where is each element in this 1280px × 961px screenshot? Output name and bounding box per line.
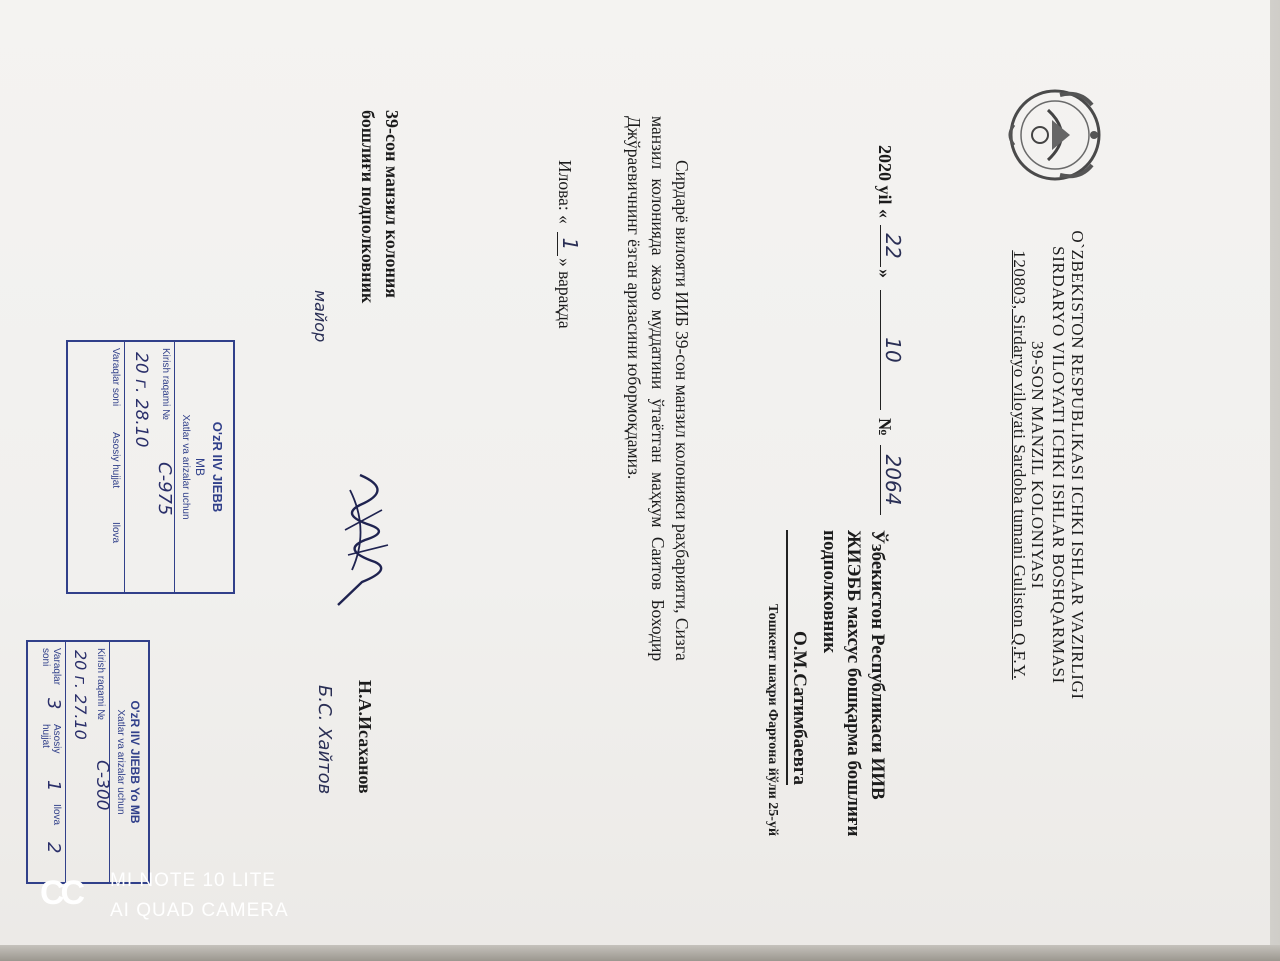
attachment-suffix: » варақда bbox=[555, 258, 575, 329]
addressee-line-1: Ўзбекистон Республикаси ИИВ bbox=[867, 530, 888, 800]
stamp-left-sheets-label: Varaqlar soni bbox=[110, 348, 121, 407]
stamp-right-line: Xatlar va arizalar uchun bbox=[115, 709, 126, 815]
number-label: № bbox=[875, 418, 895, 437]
stamp-right-annex-label: Ilova bbox=[51, 804, 62, 826]
body-line-1: Сирдарё вилояти ИИБ 39-сон манзил колонияси раҳбарияти, Сизга bbox=[672, 160, 692, 661]
signatory-name: Н.А.Исаханов bbox=[355, 680, 375, 794]
signature-scribble bbox=[330, 470, 400, 610]
header-address: 120803, Sirdaryo viloyati Sardoba tumani Guliston Q.F.Y. bbox=[1010, 250, 1029, 680]
camera-tagline: AI QUAD CAMERA bbox=[110, 900, 289, 921]
stamp-right-sheets-label: Varaqlar soni bbox=[40, 648, 62, 686]
registration-stamp-right bbox=[26, 640, 150, 884]
body-line-2: манзил колонияда жазо муддатини ўтаётган маҳкум Саитов Боходир bbox=[648, 116, 668, 662]
camera-model: MI NOTE 10 LITE bbox=[110, 870, 276, 891]
stamp-left-reg-value: С-975 bbox=[154, 462, 175, 516]
stamp-left-sub: MB bbox=[193, 458, 207, 476]
attachment-count: 1 bbox=[557, 232, 582, 256]
header-line-1: O`ZBEKISTON RESPUBLIKASI ICHKI ISHLAR VAZIRLIGI bbox=[1068, 230, 1087, 700]
stamp-left-org: O'zR IIV JIEBB bbox=[210, 421, 225, 513]
signatory-title-line-1: 39-сон манзил колония bbox=[382, 110, 402, 299]
uzbekistan-emblem-icon bbox=[1005, 80, 1110, 190]
stamp-left-line: Xatlar va arizalar uchun bbox=[180, 414, 191, 520]
header-line-2: SIRDARYO VILOYATI ICHKI ISHLAR BOSHQARMASI bbox=[1049, 246, 1068, 684]
stamp-right-date-value: 20 г. 27.10 bbox=[71, 650, 90, 740]
stamp-right-sheets-value: 3 bbox=[43, 698, 64, 710]
date-close-quote: » bbox=[875, 269, 895, 278]
stamp-right-reg-label: Kirish raqami № bbox=[95, 648, 106, 720]
date-day: 22 bbox=[880, 225, 905, 267]
stamp-left-annex-label: Ilova bbox=[110, 522, 121, 544]
stamp-right-copy-label: Asosiy hujjat bbox=[40, 724, 62, 754]
stamp-right-org: O'zR IIV JIEBB Yo MB bbox=[128, 700, 142, 824]
header-line-3: 39-SON MANZIL KOLONIYASI bbox=[1028, 341, 1047, 589]
addressee-name: О.М.Сатимбаевга bbox=[786, 530, 810, 785]
date-month: 10 bbox=[880, 290, 905, 410]
executor-handwritten: Б.С. Хайтов bbox=[314, 685, 335, 795]
stamp-right-copy-value: 1 bbox=[43, 780, 64, 792]
signatory-rank-handwritten: майор bbox=[311, 290, 330, 343]
stamp-right-reg-value: С-300 bbox=[92, 760, 112, 811]
attachment-label: Илова: « bbox=[555, 160, 575, 224]
date-year-label: 2020 yil « bbox=[875, 145, 895, 219]
stamp-right-annex-value: 2 bbox=[43, 842, 64, 854]
letter-document bbox=[10, 0, 1110, 961]
addressee-address: Тошкент шаҳри Фарғона йўли 25-уй bbox=[765, 603, 780, 837]
addressee-line-3: подполковник bbox=[819, 530, 840, 654]
camera-logo: CC bbox=[40, 874, 82, 912]
stamp-left-copy-label: Asosiy hujjat bbox=[110, 432, 121, 489]
body-line-3: Джўраевичнинг ёзган аризасини юбормоқдамиз. bbox=[624, 116, 644, 480]
stamp-left-date-value: 20 г. 28.10 bbox=[131, 352, 151, 448]
camera-watermark bbox=[40, 868, 340, 928]
signatory-title-line-2: бошлиғи подполковник bbox=[358, 110, 378, 304]
outgoing-number: 2064 bbox=[880, 445, 905, 515]
registration-stamp-left bbox=[66, 340, 235, 594]
addressee-line-2: ЖИЭББ махсус бошқарма бошлиғи bbox=[843, 530, 864, 837]
stamp-left-reg-label: Kirish raqami № bbox=[160, 348, 171, 420]
